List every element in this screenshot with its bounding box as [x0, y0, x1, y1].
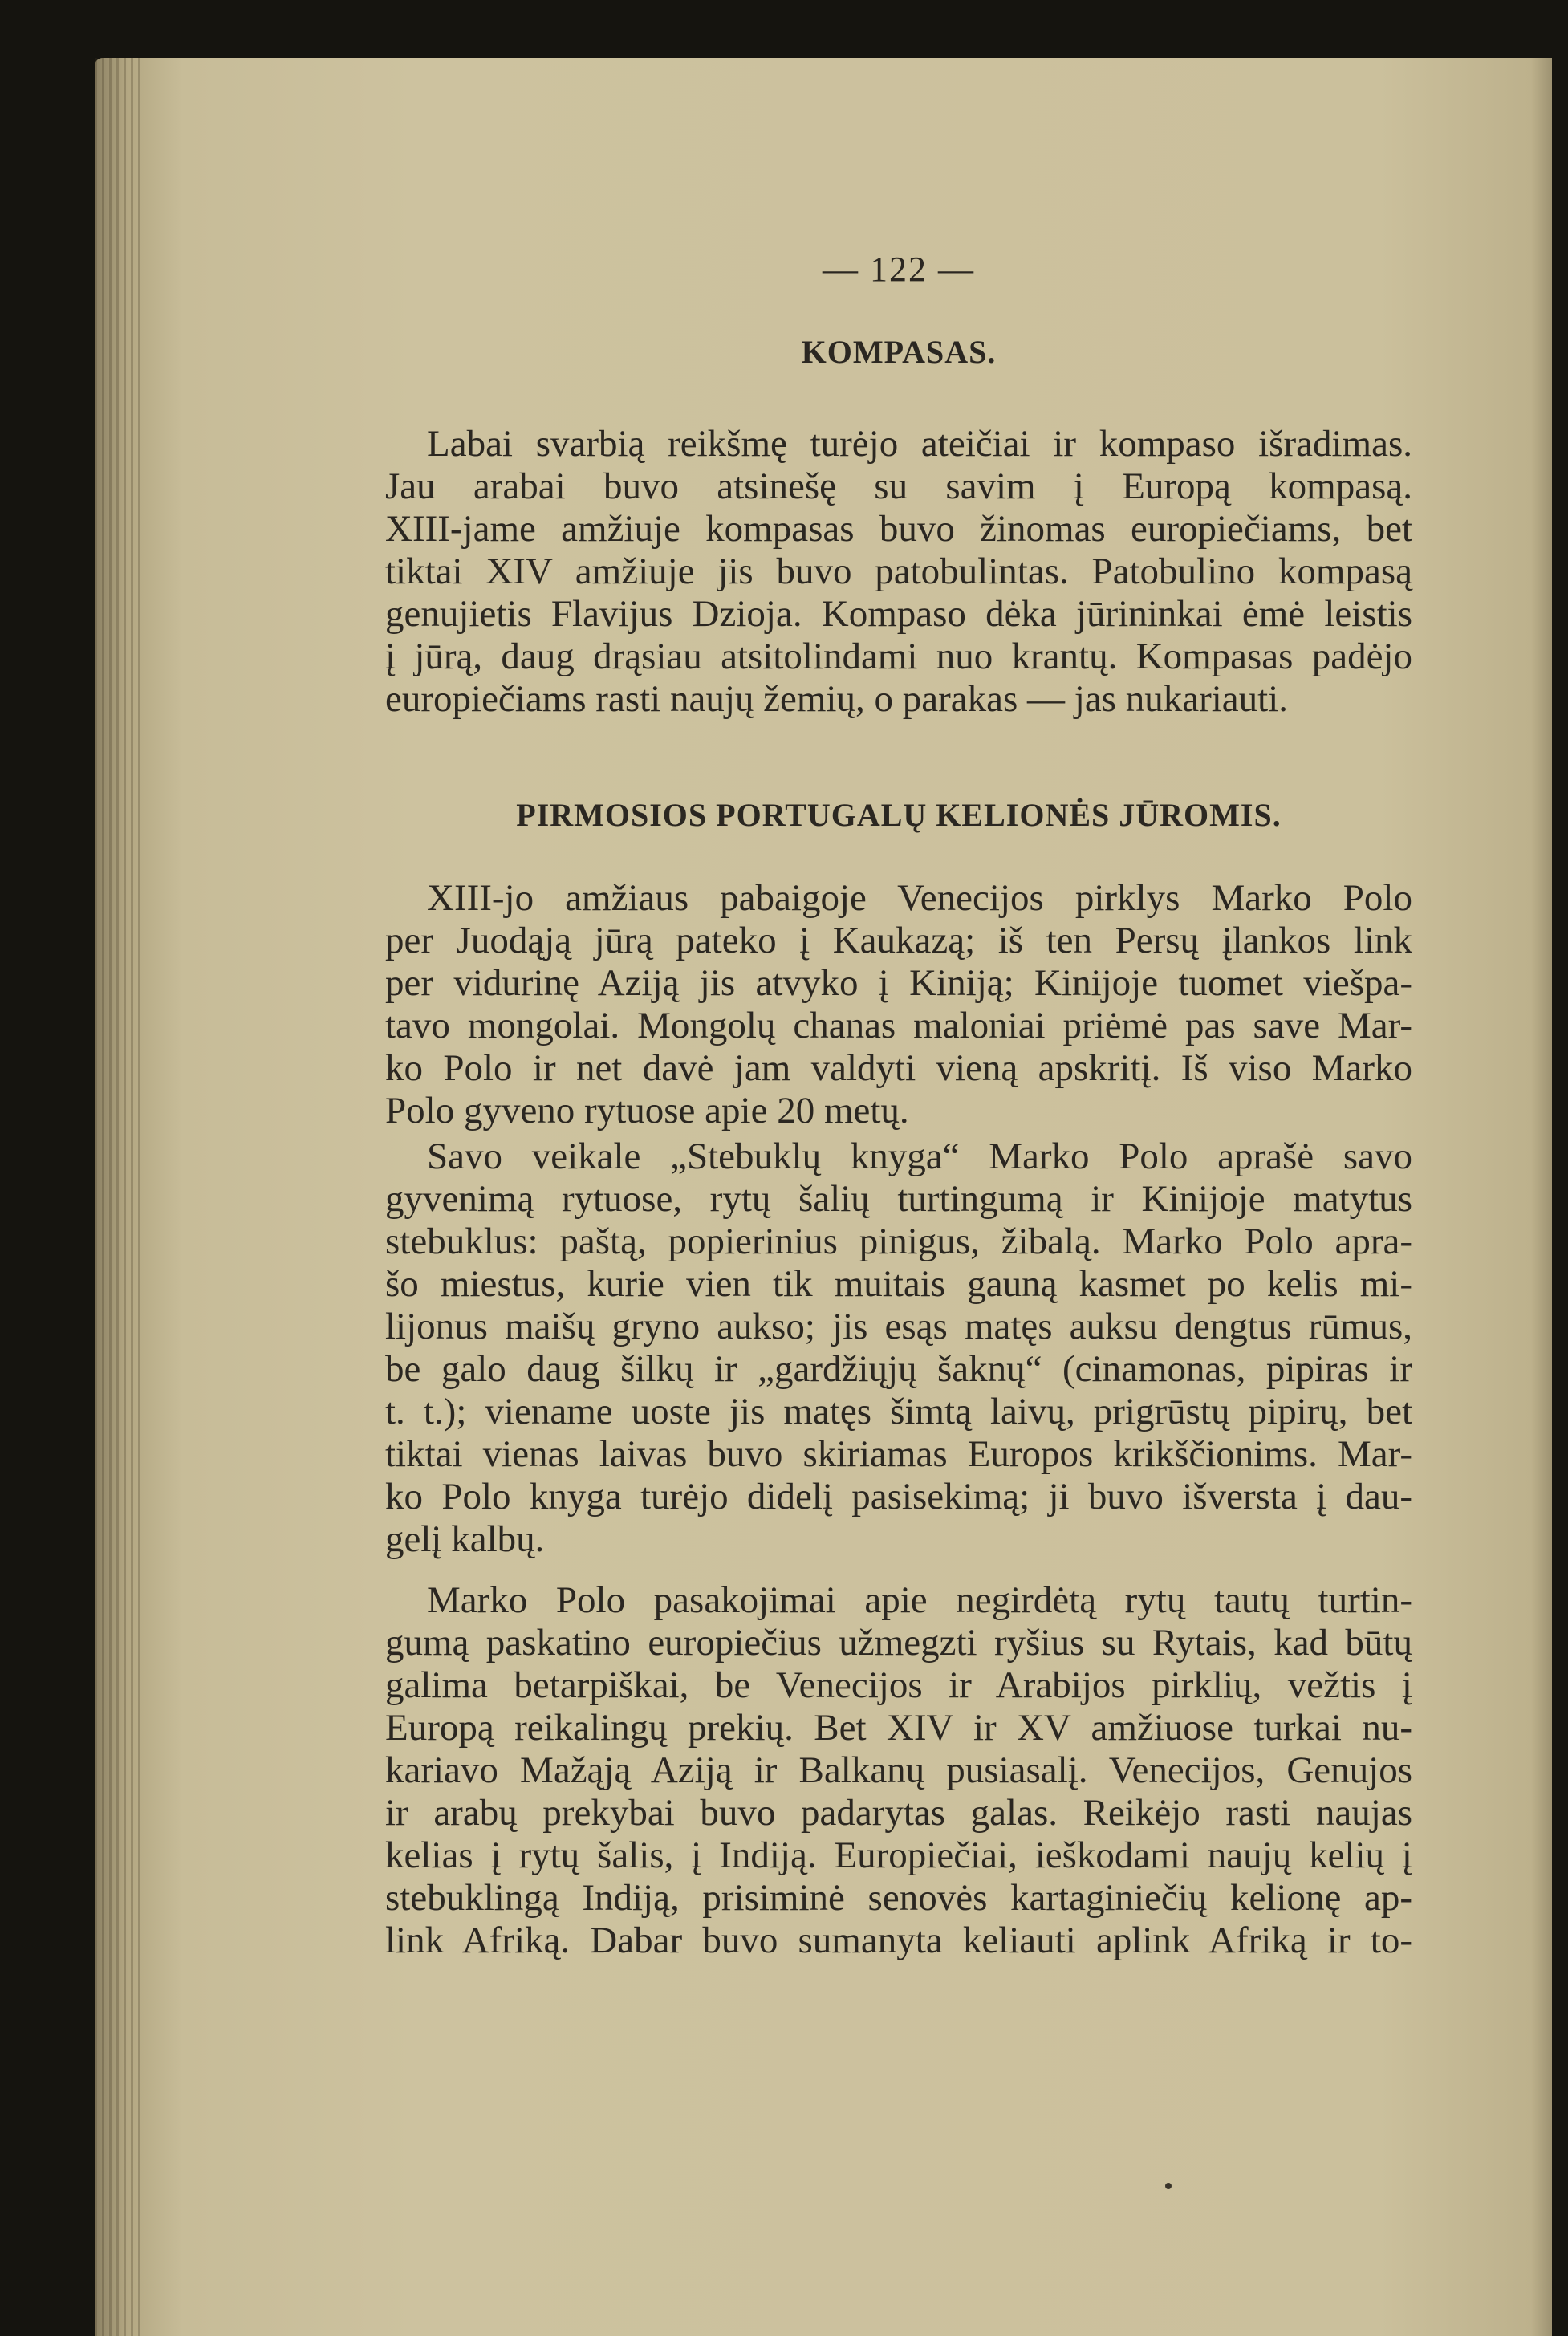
paragraph	[385, 877, 1412, 1132]
text-line: Labai svarbią reikšmę turėjo ateičiai ir kompaso išradimas.	[427, 423, 1412, 465]
text-line: ir arabų prekybai buvo padarytas galas. Reikėjo rasti naujas	[385, 1792, 1412, 1834]
text-line: tiktai vienas laivas buvo skiriamas Europos krikščionims. Mar-	[385, 1433, 1412, 1475]
text-line: tavo mongolai. Mongolų chanas maloniai priėmė pas save Mar-	[385, 1005, 1412, 1046]
text-line: gumą paskatino europiečius užmegzti ryšius su Rytais, kad būtų	[385, 1622, 1412, 1664]
page-content	[385, 0, 1412, 2336]
text-line: per Juodąją jūrą pateko į Kaukazą; iš ten Persų įlankos link	[385, 920, 1412, 961]
page-number: — 122 —	[823, 250, 975, 289]
page-spine-edge	[95, 58, 143, 2336]
text-line: stebuklingą Indiją, prisiminė senovės kartaginiečių kelionę ap-	[385, 1877, 1412, 1919]
text-line: šo miestus, kurie vien tik muitais gauną kasmet po kelis mi-	[385, 1263, 1412, 1305]
text-line: XIII-jame amžiuje kompasas buvo žinomas europiečiams, bet	[385, 508, 1412, 550]
section-heading-portugalu-keliones: PIRMOSIOS PORTUGALŲ KELIONĖS JŪROMIS.	[516, 797, 1282, 833]
text-line: galima betarpiškai, be Venecijos ir Arabijos pirklių, vežtis į	[385, 1664, 1412, 1706]
paragraph	[385, 1135, 1412, 1561]
text-line: Europą reikalingų prekių. Bet XIV ir XV amžiuose turkai nu-	[385, 1707, 1412, 1749]
text-line: Jau arabai buvo atsinešę su savim į Europą kompasą.	[385, 465, 1412, 507]
text-line: stebuklus: paštą, popierinius pinigus, žibalą. Marko Polo apra-	[385, 1221, 1412, 1262]
text-line: gyvenimą rytuose, rytų šalių turtingumą ir Kinijoje matytus	[385, 1178, 1412, 1220]
text-line: Marko Polo pasakojimai apie negirdėtą rytų tautų turtin-	[427, 1579, 1412, 1621]
paragraph	[385, 423, 1412, 721]
text-line: lijonus maišų gryno aukso; jis esąs matęs auksu dengtus rūmus,	[385, 1306, 1412, 1347]
text-line: ko Polo ir net davė jam valdyti vieną apskritį. Iš viso Marko	[385, 1047, 1412, 1089]
text-line: link Afriką. Dabar buvo sumanyta keliauti aplink Afriką ir to-	[385, 1920, 1412, 1961]
text-line: kelias į rytų šalis, į Indiją. Europiečiai, ieškodami naujų kelių į	[385, 1834, 1412, 1876]
text-line: Savo veikale „Stebuklų knyga“ Marko Polo aprašė savo	[427, 1135, 1412, 1177]
paragraph	[385, 1579, 1412, 1962]
section-heading-kompasas: KOMPASAS.	[801, 334, 997, 370]
ink-speck	[1165, 2183, 1172, 2189]
text-line: per vidurinę Aziją jis atvyko į Kiniją; Kinijoje tuomet viešpa-	[385, 962, 1412, 1004]
text-line: be galo daug šilkų ir „gardžiųjų šaknų“ (cinamonas, pipiras ir	[385, 1348, 1412, 1390]
text-line: ko Polo knyga turėjo didelį pasisekimą; ji buvo išversta į dau-	[385, 1476, 1412, 1517]
text-line: kariavo Mažąją Aziją ir Balkanų pusiasalį. Venecijos, Genujos	[385, 1749, 1412, 1791]
text-line: XIII-jo amžiaus pabaigoje Venecijos pirklys Marko Polo	[427, 877, 1412, 919]
text-line: gelį kalbų.	[385, 1518, 545, 1560]
text-line: į jūrą, daug drąsiau atsitolindami nuo krantų. Kompasas padėjo	[385, 636, 1412, 677]
text-line: Polo gyveno rytuose apie 20 metų.	[385, 1090, 909, 1131]
text-line: genujietis Flavijus Dzioja. Kompaso dėka jūrininkai ėmė leistis	[385, 593, 1412, 635]
text-line: tiktai XIV amžiuje jis buvo patobulintas. Patobulino kompasą	[385, 550, 1412, 592]
text-line: t. t.); viename uoste jis matęs šimtą laivų, prigrūstų pipirų, bet	[385, 1391, 1412, 1432]
text-line: europiečiams rasti naujų žemių, o parakas — jas nukariauti.	[385, 678, 1289, 720]
